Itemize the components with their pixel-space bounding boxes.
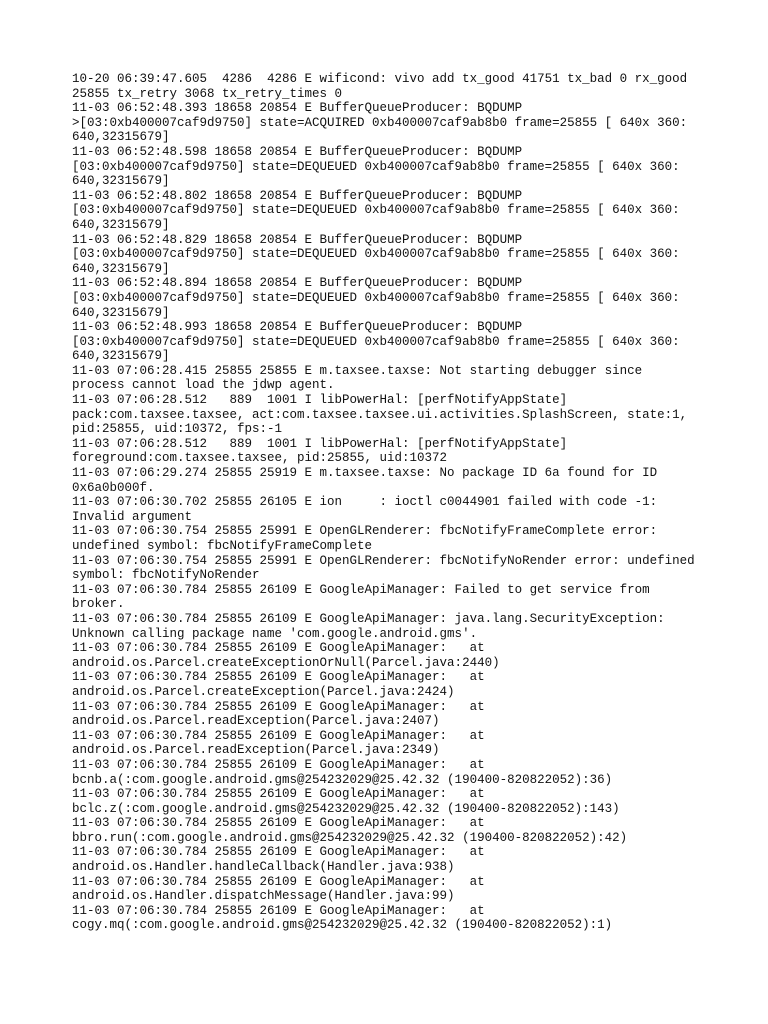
log-line: 11-03 07:06:28.415 25855 25855 E m.taxsee.taxse: Not starting debugger since bbox=[72, 363, 643, 378]
log-line: 11-03 07:06:30.784 25855 26109 E GoogleApiManager: at bbox=[72, 874, 485, 889]
log-line: Unknown calling package name 'com.google.android.gms'. bbox=[72, 626, 478, 641]
log-line: 11-03 07:06:30.784 25855 26109 E GoogleApiManager: at bbox=[72, 845, 485, 860]
log-line: 11-03 07:06:30.784 25855 26109 E GoogleApiManager: at bbox=[72, 670, 485, 685]
log-line: 640,32315679] bbox=[72, 217, 170, 232]
log-line: 11-03 07:06:30.784 25855 26109 E GoogleApiManager: at bbox=[72, 757, 485, 772]
log-line: [03:0xb400007caf9d9750] state=DEQUEUED 0xb400007caf9ab8b0 frame=25855 [ 640x 360: bbox=[72, 203, 680, 218]
log-line: 11-03 06:52:48.598 18658 20854 E BufferQueueProducer: BQDUMP bbox=[72, 144, 523, 159]
log-line: 11-03 07:06:30.784 25855 26109 E GoogleApiManager: Failed to get service from bbox=[72, 582, 650, 597]
log-line: android.os.Parcel.readException(Parcel.java:2349) bbox=[72, 743, 440, 758]
log-line: undefined symbol: fbcNotifyFrameComplete bbox=[72, 539, 373, 553]
log-line: 11-03 07:06:30.784 25855 26109 E GoogleApiManager: at bbox=[72, 903, 485, 918]
log-line: 11-03 06:52:48.829 18658 20854 E BufferQueueProducer: BQDUMP bbox=[72, 232, 523, 247]
log-line: 10-20 06:39:47.605 4286 4286 E wificond: vivo add tx_good 41751 tx_bad 0 rx_good bbox=[72, 72, 688, 86]
log-line: 11-03 07:06:30.784 25855 26109 E GoogleApiManager: java.lang.SecurityException: bbox=[72, 611, 665, 626]
log-line: android.os.Parcel.createExceptionOrNull(Parcel.java:2440) bbox=[72, 655, 500, 670]
log-line: 11-03 06:52:48.993 18658 20854 E BufferQueueProducer: BQDUMP bbox=[72, 320, 523, 335]
log-line: 11-03 06:52:48.894 18658 20854 E BufferQueueProducer: BQDUMP bbox=[72, 276, 523, 291]
log-line: [03:0xb400007caf9d9750] state=DEQUEUED 0xb400007caf9ab8b0 frame=25855 [ 640x 360: bbox=[72, 159, 680, 174]
log-line: pid:25855, uid:10372, fps:-1 bbox=[72, 422, 283, 437]
log-line: pack:com.taxsee.taxsee, act:com.taxsee.taxsee.ui.activities.SplashScreen, state:1, bbox=[72, 407, 688, 422]
log-line: 11-03 07:06:30.784 25855 26109 E GoogleApiManager: at bbox=[72, 641, 485, 656]
log-line: symbol: fbcNotifyNoRender bbox=[72, 568, 260, 583]
log-line: 11-03 07:06:30.784 25855 26109 E GoogleApiManager: at bbox=[72, 816, 485, 831]
log-line: 0x6a0b000f. bbox=[72, 480, 155, 495]
log-line: 11-03 07:06:28.512 889 1001 I libPowerHal: [perfNotifyAppState] bbox=[72, 436, 568, 451]
log-line: bclc.z(:com.google.android.gms@254232029@25.42.32 (190400-820822052):143) bbox=[72, 801, 620, 816]
log-line: 640,32315679] bbox=[72, 174, 170, 189]
log-line: 640,32315679] bbox=[72, 130, 170, 145]
log-line: android.os.Handler.handleCallback(Handler.java:938) bbox=[72, 860, 455, 875]
log-line: android.os.Parcel.createException(Parcel.java:2424) bbox=[72, 684, 455, 699]
log-line: broker. bbox=[72, 597, 125, 612]
log-line: bbro.run(:com.google.android.gms@254232029@25.42.32 (190400-820822052):42) bbox=[72, 830, 628, 845]
log-line: 11-03 07:06:30.702 25855 26105 E ion : ioctl c0044901 failed with code -1: bbox=[72, 495, 658, 510]
log-line: 11-03 07:06:30.784 25855 26109 E GoogleApiManager: at bbox=[72, 699, 485, 714]
log-line: 640,32315679] bbox=[72, 349, 170, 364]
log-line: 11-03 07:06:30.784 25855 26109 E GoogleApiManager: at bbox=[72, 728, 485, 743]
log-line: bcnb.a(:com.google.android.gms@254232029@25.42.32 (190400-820822052):36) bbox=[72, 772, 613, 787]
log-line: Invalid argument bbox=[72, 509, 193, 524]
log-line: 11-03 06:52:48.393 18658 20854 E BufferQueueProducer: BQDUMP bbox=[72, 101, 523, 116]
log-line: foreground:com.taxsee.taxsee, pid:25855, uid:10372 bbox=[72, 451, 448, 466]
log-line: >[03:0xb400007caf9d9750] state=ACQUIRED 0xb400007caf9ab8b0 frame=25855 [ 640x 360: bbox=[72, 115, 688, 130]
log-line: android.os.Parcel.readException(Parcel.java:2407) bbox=[72, 714, 440, 729]
log-line: 640,32315679] bbox=[72, 305, 170, 320]
log-line: [03:0xb400007caf9d9750] state=DEQUEUED 0xb400007caf9ab8b0 frame=25855 [ 640x 360: bbox=[72, 334, 680, 349]
log-text-body bbox=[72, 72, 712, 933]
log-line: 11-03 07:06:29.274 25855 25919 E m.taxsee.taxse: No package ID 6a found for ID bbox=[72, 466, 658, 481]
log-line: [03:0xb400007caf9d9750] state=DEQUEUED 0xb400007caf9ab8b0 frame=25855 [ 640x 360: bbox=[72, 290, 680, 305]
log-line: 11-03 07:06:30.754 25855 25991 E OpenGLRenderer: fbcNotifyNoRender error: undefined bbox=[72, 553, 695, 568]
log-line: 11-03 07:06:28.512 889 1001 I libPowerHal: [perfNotifyAppState] bbox=[72, 393, 568, 408]
log-line: android.os.Handler.dispatchMessage(Handler.java:99) bbox=[72, 889, 455, 904]
log-line: 25855 tx_retry 3068 tx_retry_times 0 bbox=[72, 86, 343, 101]
log-line: [03:0xb400007caf9d9750] state=DEQUEUED 0xb400007caf9ab8b0 frame=25855 [ 640x 360: bbox=[72, 247, 680, 262]
log-line: 11-03 07:06:30.784 25855 26109 E GoogleApiManager: at bbox=[72, 787, 485, 802]
log-line: 640,32315679] bbox=[72, 261, 170, 276]
log-line: 11-03 06:52:48.802 18658 20854 E BufferQueueProducer: BQDUMP bbox=[72, 188, 523, 203]
log-line: cogy.mq(:com.google.android.gms@254232029@25.42.32 (190400-820822052):1) bbox=[72, 918, 613, 933]
log-line: 11-03 07:06:30.754 25855 25991 E OpenGLRenderer: fbcNotifyFrameComplete error: bbox=[72, 524, 658, 539]
log-line: process cannot load the jdwp agent. bbox=[72, 378, 335, 393]
